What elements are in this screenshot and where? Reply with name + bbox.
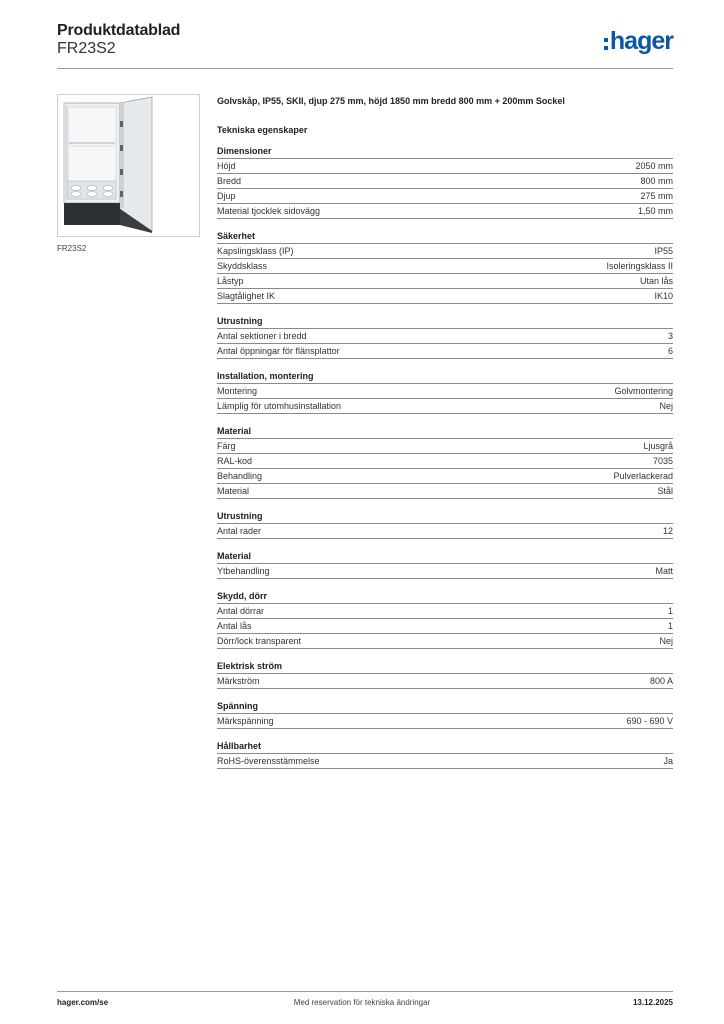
spec-label: Lämplig för utomhusinstallation: [217, 401, 342, 411]
spec-value: 690 - 690 V: [626, 716, 673, 726]
spec-label: Djup: [217, 191, 236, 201]
spec-section: [217, 660, 673, 689]
spec-row: [217, 189, 673, 204]
spec-label: RAL-kod: [217, 456, 253, 466]
spec-value: IK10: [654, 291, 673, 301]
spec-row: [217, 634, 673, 649]
spec-row: [217, 439, 673, 454]
technical-properties-heading: Tekniska egenskaper: [217, 125, 308, 135]
logo-mark-icon: [604, 38, 608, 50]
spec-row: [217, 674, 673, 689]
specification-sections: [217, 145, 673, 769]
spec-section: [217, 550, 673, 579]
spec-section: [217, 230, 673, 304]
spec-value: 12: [662, 526, 673, 536]
spec-section: [217, 425, 673, 499]
spec-section: [217, 740, 673, 769]
spec-row: [217, 564, 673, 579]
spec-row: [217, 469, 673, 484]
product-image: [57, 94, 200, 237]
spec-row: [217, 399, 673, 414]
spec-label: Dörr/lock transparent: [217, 636, 302, 646]
footer-website: hager.com/se: [57, 998, 109, 1007]
spec-row: [217, 604, 673, 619]
spec-label: Märkspänning: [217, 716, 274, 726]
section-title: Utrustning: [217, 315, 673, 329]
section-title: Utrustning: [217, 510, 673, 524]
spec-value: Isoleringsklass II: [606, 261, 673, 271]
spec-value: IP55: [654, 246, 673, 256]
spec-row: [217, 754, 673, 769]
spec-value: Ja: [663, 756, 673, 766]
footer-disclaimer: Med reservation för tekniska ändringar: [293, 998, 431, 1007]
spec-row: [217, 484, 673, 499]
spec-label: Skyddsklass: [217, 261, 268, 271]
spec-label: Kapslingsklass (IP): [217, 246, 294, 256]
image-caption: FR23S2: [57, 244, 87, 253]
spec-value: 800 A: [649, 676, 673, 686]
spec-value: Utan lås: [639, 276, 673, 286]
spec-value: 275 mm: [640, 191, 673, 201]
header-divider: [57, 68, 673, 69]
spec-row: [217, 289, 673, 304]
spec-value: 7035: [652, 456, 673, 466]
spec-value: Golvmontering: [614, 386, 673, 396]
spec-section: [217, 510, 673, 539]
footer-date: 13.12.2025: [632, 998, 673, 1007]
section-title: Material: [217, 550, 673, 564]
hager-logo: [604, 28, 673, 54]
section-title: Hållbarhet: [217, 740, 673, 754]
spec-row: [217, 619, 673, 634]
footer-divider: [57, 991, 673, 992]
specifications-content: [217, 95, 673, 780]
spec-label: Antal lås: [217, 621, 252, 631]
spec-value: 6: [667, 346, 673, 356]
spec-label: Antal sektioner i bredd: [217, 331, 307, 341]
spec-row: [217, 174, 673, 189]
spec-row: [217, 274, 673, 289]
spec-row: [217, 159, 673, 174]
section-title: Spänning: [217, 700, 673, 714]
spec-row: [217, 454, 673, 469]
spec-section: [217, 590, 673, 649]
spec-label: Montering: [217, 386, 258, 396]
spec-row: [217, 259, 673, 274]
spec-value: Ljusgrå: [643, 441, 673, 451]
spec-label: Antal öppningar för flänsplattor: [217, 346, 340, 356]
spec-section: [217, 315, 673, 359]
spec-label: Behandling: [217, 471, 263, 481]
spec-value: Matt: [655, 566, 673, 576]
spec-label: Ytbehandling: [217, 566, 270, 576]
section-title: Säkerhet: [217, 230, 673, 244]
spec-row: [217, 329, 673, 344]
spec-label: Märkström: [217, 676, 260, 686]
spec-value: Nej: [659, 401, 673, 411]
spec-row: [217, 384, 673, 399]
spec-value: 1: [667, 621, 673, 631]
spec-label: Antal dörrar: [217, 606, 265, 616]
section-title: Skydd, dörr: [217, 590, 673, 604]
spec-label: Låstyp: [217, 276, 244, 286]
spec-label: RoHS-överensstämmelse: [217, 756, 320, 766]
document-title: Produktdatablad: [57, 22, 181, 39]
spec-row: [217, 244, 673, 259]
spec-label: Material tjocklek sidovägg: [217, 206, 321, 216]
section-title: Installation, montering: [217, 370, 673, 384]
spec-label: Bredd: [217, 176, 242, 186]
spec-value: Nej: [659, 636, 673, 646]
section-title: Elektrisk ström: [217, 660, 673, 674]
section-title: Dimensioner: [217, 145, 673, 159]
spec-row: [217, 714, 673, 729]
spec-value: 1: [667, 606, 673, 616]
spec-section: [217, 370, 673, 414]
spec-row: [217, 344, 673, 359]
spec-value: 800 mm: [640, 176, 673, 186]
spec-value: Pulverlackerad: [613, 471, 673, 481]
spec-value: 1,50 mm: [637, 206, 673, 216]
spec-label: Material: [217, 486, 250, 496]
spec-label: Höjd: [217, 161, 236, 171]
spec-section: [217, 700, 673, 729]
product-code: FR23S2: [57, 40, 116, 57]
spec-row: [217, 204, 673, 219]
page-header: [57, 20, 673, 70]
spec-label: Färg: [217, 441, 236, 451]
spec-label: Slagtålighet IK: [217, 291, 276, 301]
spec-section: [217, 145, 673, 219]
spec-label: Antal rader: [217, 526, 262, 536]
spec-row: [217, 524, 673, 539]
section-title: Material: [217, 425, 673, 439]
logo-text: hager: [609, 27, 673, 55]
floor-cabinet-illustration: [58, 95, 199, 236]
spec-value: Stål: [657, 486, 673, 496]
spec-value: 2050 mm: [635, 161, 673, 171]
spec-value: 3: [667, 331, 673, 341]
product-description: Golvskåp, IP55, SKII, djup 275 mm, höjd 1850 mm bredd 800 mm + 200mm Sockel: [217, 96, 565, 106]
